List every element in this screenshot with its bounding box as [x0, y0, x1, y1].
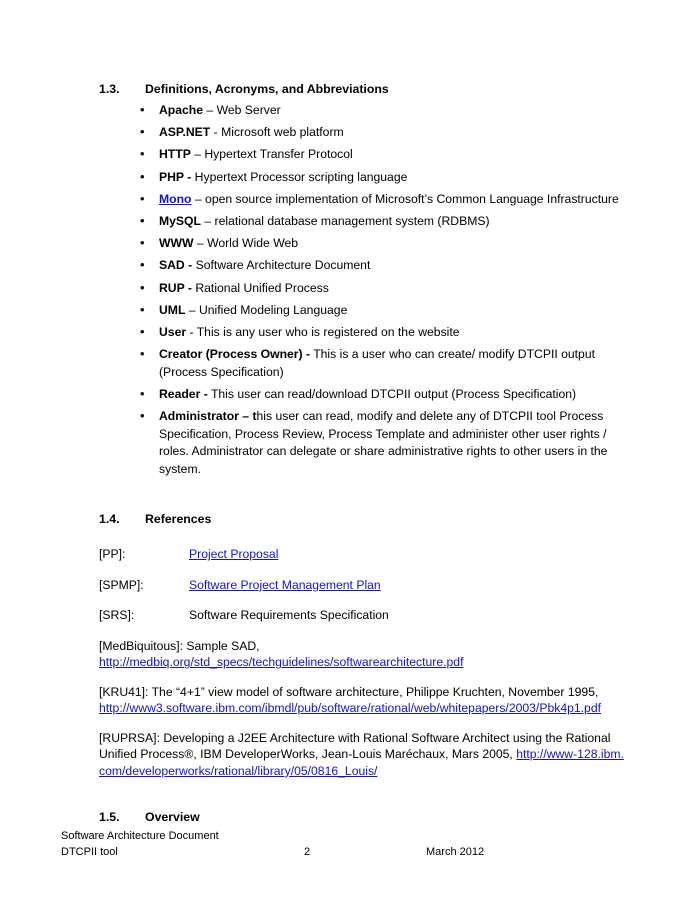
list-item — [159, 346, 629, 381]
definition-text: Rational Unified Process — [191, 280, 329, 295]
reference-label: [PP]: — [99, 547, 126, 562]
reference-block-kru41 — [99, 684, 629, 717]
reference-block-medbiquitous — [99, 638, 629, 671]
definition-text: – open source implementation of Microsoft’s Common Language Infrastructure — [191, 191, 619, 206]
list-item — [159, 213, 629, 231]
footer-bottom-row — [61, 844, 696, 860]
reference-row — [99, 577, 696, 593]
definition-text: – World Wide Web — [193, 236, 299, 251]
definition-text: his user can read, modify and delete any of DTCPII tool Process Specification, Process Review, Process Template and administer other user rights / roles. Administrator can delegate or share administrative rights to other users in the system. — [159, 409, 608, 476]
list-item — [159, 124, 629, 142]
section-title: Overview — [145, 810, 200, 825]
section-heading-overview — [99, 810, 696, 824]
definition-text: Software Architecture Document — [192, 258, 371, 273]
list-item — [159, 257, 629, 275]
reference-row — [99, 546, 696, 562]
reference-label: [SPMP]: — [99, 577, 144, 592]
reference-value-srs: Software Requirements Specification — [189, 608, 389, 623]
footer-subtitle: DTCPII tool — [61, 846, 118, 858]
reference-block-ruprsa — [99, 730, 629, 780]
list-item — [159, 386, 629, 404]
definition-term: Administrator – t — [159, 409, 257, 424]
definition-term: WWW — [159, 236, 194, 251]
list-item — [159, 324, 629, 342]
footer-document-title: Software Architecture Document — [61, 830, 219, 842]
reference-text: [KRU41]: The “4+1” view model of software architecture, Philippe Kruchten, November 1995, — [99, 684, 599, 699]
list-item — [159, 191, 629, 209]
reference-rows — [0, 546, 696, 623]
list-item — [159, 280, 629, 298]
list-item — [159, 169, 629, 187]
footer-date: March 2012 — [426, 846, 485, 858]
definition-term-link-mono[interactable]: Mono — [159, 191, 192, 206]
section-number: 1.4. — [99, 512, 120, 527]
definition-text: – relational database management system (RDBMS) — [200, 213, 490, 228]
reference-row — [99, 607, 696, 623]
section-heading-references — [99, 512, 696, 526]
definition-text: – Hypertext Transfer Protocol — [190, 147, 353, 162]
definition-text: – Web Server — [203, 103, 281, 117]
section-number: 1.5. — [99, 810, 120, 825]
list-item — [159, 146, 629, 164]
footer-page-number: 2 — [304, 846, 311, 858]
reference-url-ruprsa[interactable]: http://www-128.ibm.com/developerworks/rational/library/05/0816_Louis/ — [99, 747, 624, 778]
definition-text: - This is any user who is registered on the website — [186, 324, 460, 339]
reference-text: [MedBiquitous]: Sample SAD, — [99, 638, 260, 653]
definition-term: Apache — [159, 103, 204, 117]
reference-url-kru41[interactable]: http://www3.software.ibm.com/ibmdl/pub/software/rational/web/whitepapers/2003/Pbk4p1.pdf — [99, 701, 601, 716]
definition-text: Hypertext Processor scripting language — [191, 169, 408, 184]
definition-term: HTTP — [159, 147, 191, 162]
list-item — [159, 102, 629, 120]
section-number: 1.3. — [99, 82, 120, 96]
definition-term: RUP - — [159, 280, 192, 295]
definition-term: UML — [159, 302, 186, 317]
definition-text: – Unified Modeling Language — [185, 302, 348, 317]
section-title: Definitions, Acronyms, and Abbreviations — [145, 82, 389, 96]
definition-text: This user can read/download DTCPII output (Process Specification) — [207, 386, 577, 401]
list-item — [159, 302, 629, 320]
reference-link-spmp[interactable]: Software Project Management Plan — [189, 577, 381, 592]
definition-term: User — [159, 324, 187, 339]
definition-term: PHP - — [159, 169, 192, 184]
reference-text: [RUPRSA]: Developing a J2EE Architecture with Rational Software Architect using the Rational Unified Process®, IBM DeveloperWorks, Jean-Louis Maréchaux, Mars 2005, — [99, 730, 611, 762]
reference-url-medbiquitous[interactable]: http://medbiq.org/std_specs/techguidelines/softwarearchitecture.pdf — [99, 655, 464, 670]
section-heading-definitions — [99, 82, 696, 96]
section-title: References — [145, 512, 212, 527]
definition-term: Creator (Process Owner) - — [159, 347, 311, 362]
reference-link-project-proposal[interactable]: Project Proposal — [189, 547, 279, 562]
list-item — [159, 235, 629, 253]
definitions-list — [0, 102, 696, 478]
definition-term: Reader - — [159, 386, 208, 401]
reference-label: [SRS]: — [99, 608, 135, 623]
page-footer — [0, 828, 696, 860]
list-item — [159, 408, 629, 478]
definition-term: MySQL — [159, 213, 201, 228]
definition-term: ASP.NET — [159, 125, 211, 140]
definition-text: This is a user who can create/ modify DTCPII output (Process Specification) — [159, 347, 595, 379]
definition-term: SAD - — [159, 258, 193, 273]
definition-text: - Microsoft web platform — [210, 125, 344, 140]
